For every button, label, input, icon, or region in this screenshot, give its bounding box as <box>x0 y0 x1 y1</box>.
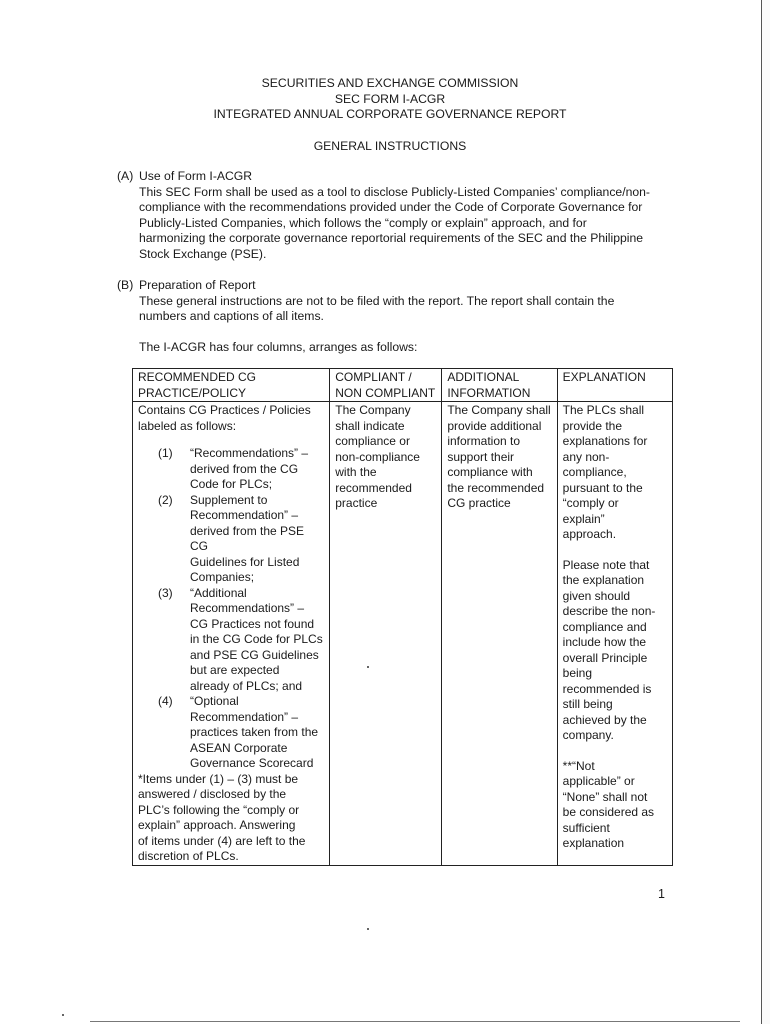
section-a-line: This SEC Form shall be used as a tool to disclose Publicly-Listed Companies’ compliance/non- <box>139 184 650 199</box>
cell-additional-information: The Company shall provide additional information to support their compliance with the recommended CG practice <box>442 402 557 866</box>
section-a-title: Use of Form I-ACGR <box>139 169 253 183</box>
table-intro: The I-ACGR has four columns, arranges as follows: <box>139 340 418 354</box>
header-explanation: EXPLANATION <box>557 369 672 402</box>
answering-note: *Items under (1) – (3) must be answered / disclosed by the PLC’s following the “comply or explain” approach. Answering of items under (4) are left to the discretion of PLCs. <box>138 771 306 863</box>
section-b-line: numbers and captions of all items. <box>139 309 324 324</box>
explanation-para-2: Please note that the explanation given should describe the non- compliance and include how the overall Principle being recommended is still being achieved by the company. <box>562 557 656 742</box>
list-item: (2) Supplement to Recommendation” – derived from the PSE CG Guidelines for Listed Companies; <box>158 492 305 584</box>
section-b-body <box>117 294 677 325</box>
section-a-line: Stock Exchange (PSE). <box>139 246 267 261</box>
table-body-row <box>133 402 673 866</box>
list-item: (1) “Recommendations” – derived from the CG Code for PLCs; <box>158 446 309 491</box>
section-b-line: These general instructions are not to be filed with the report. The report shall contain the <box>139 293 615 308</box>
document-header <box>0 76 770 123</box>
page-number: 1 <box>658 887 665 901</box>
section-a-marker: (A) <box>117 169 134 183</box>
columns-table <box>132 368 673 866</box>
section-a-body <box>117 185 677 263</box>
header-recommended-cg: RECOMMENDED CG PRACTICE/POLICY <box>133 369 330 402</box>
general-instructions-heading: GENERAL INSTRUCTIONS <box>313 139 467 153</box>
page-edge-bottom <box>90 1021 740 1022</box>
page-edge-right <box>761 0 770 1024</box>
explanation-para-1: The PLCs shall provide the explanations for any non- compliance, pursuant to the “comply or explain” approach. <box>562 403 648 541</box>
section-a <box>117 169 677 263</box>
header-line-2: SEC FORM I-ACGR <box>334 91 446 106</box>
scan-speck <box>367 928 369 930</box>
table-header-row <box>133 369 673 402</box>
header-compliant: COMPLIANT / NON COMPLIANT <box>330 369 442 402</box>
cell-compliant: The Company shall indicate compliance or non-compliance with the recommended practice <box>330 402 442 866</box>
header-additional-information: ADDITIONAL INFORMATION <box>442 369 557 402</box>
scan-speck <box>367 666 369 668</box>
section-b-marker: (B) <box>117 278 134 292</box>
section-a-line: harmonizing the corporate governance reportorial requirements of the SEC and the Philippine <box>139 231 644 246</box>
list-item: (3) “Additional Recommendations” – CG Practices not found in the CG Code for PLCs and PSE CG Guidelines but are expected already of PLCs; and <box>158 585 323 693</box>
section-b <box>117 278 677 325</box>
header-line-1: SECURITIES AND EXCHANGE COMMISSION <box>261 76 519 90</box>
cell-explanation <box>557 402 672 866</box>
explanation-para-3: **“Not applicable” or “None” shall not be considered as sufficient explanation <box>562 758 655 850</box>
section-a-line: Publicly-Listed Companies, which follows the “comply or explain” approach, and for <box>139 215 587 230</box>
list-item: (4) “Optional Recommendation” – practices taken from the ASEAN Corporate Governance Scorecard <box>158 694 319 770</box>
recommendation-list <box>138 446 324 772</box>
header-line-3: INTEGRATED ANNUAL CORPORATE GOVERNANCE REPORT <box>213 107 567 121</box>
cell-recommended-cg: Contains CG Practices / Policies labeled as follows: (1) “Recommendations” – derived from the CG Code for PLCs; (2) Supplement to Recommendation” – derived from the PSE CG Guidelines for Listed Companies; (3) “Additional Recommendations” – CG Practices not found in the CG Code for PLCs and PSE CG Guidelines but are expected already of PLCs; and (4) “Optional Recommendation” – practices taken from the ASEAN Corporate Governance Scorecard *Items under (1) – (3) must be answered / disclosed by the PLC’s following the “comply or explain” approach. Answering of items under (4) are left to the discretion of PLCs. <box>133 402 330 866</box>
section-a-line: compliance with the recommendations provided under the Code of Corporate Governance for <box>139 200 643 215</box>
scan-speck <box>62 1014 64 1016</box>
section-b-title: Preparation of Report <box>139 278 256 292</box>
